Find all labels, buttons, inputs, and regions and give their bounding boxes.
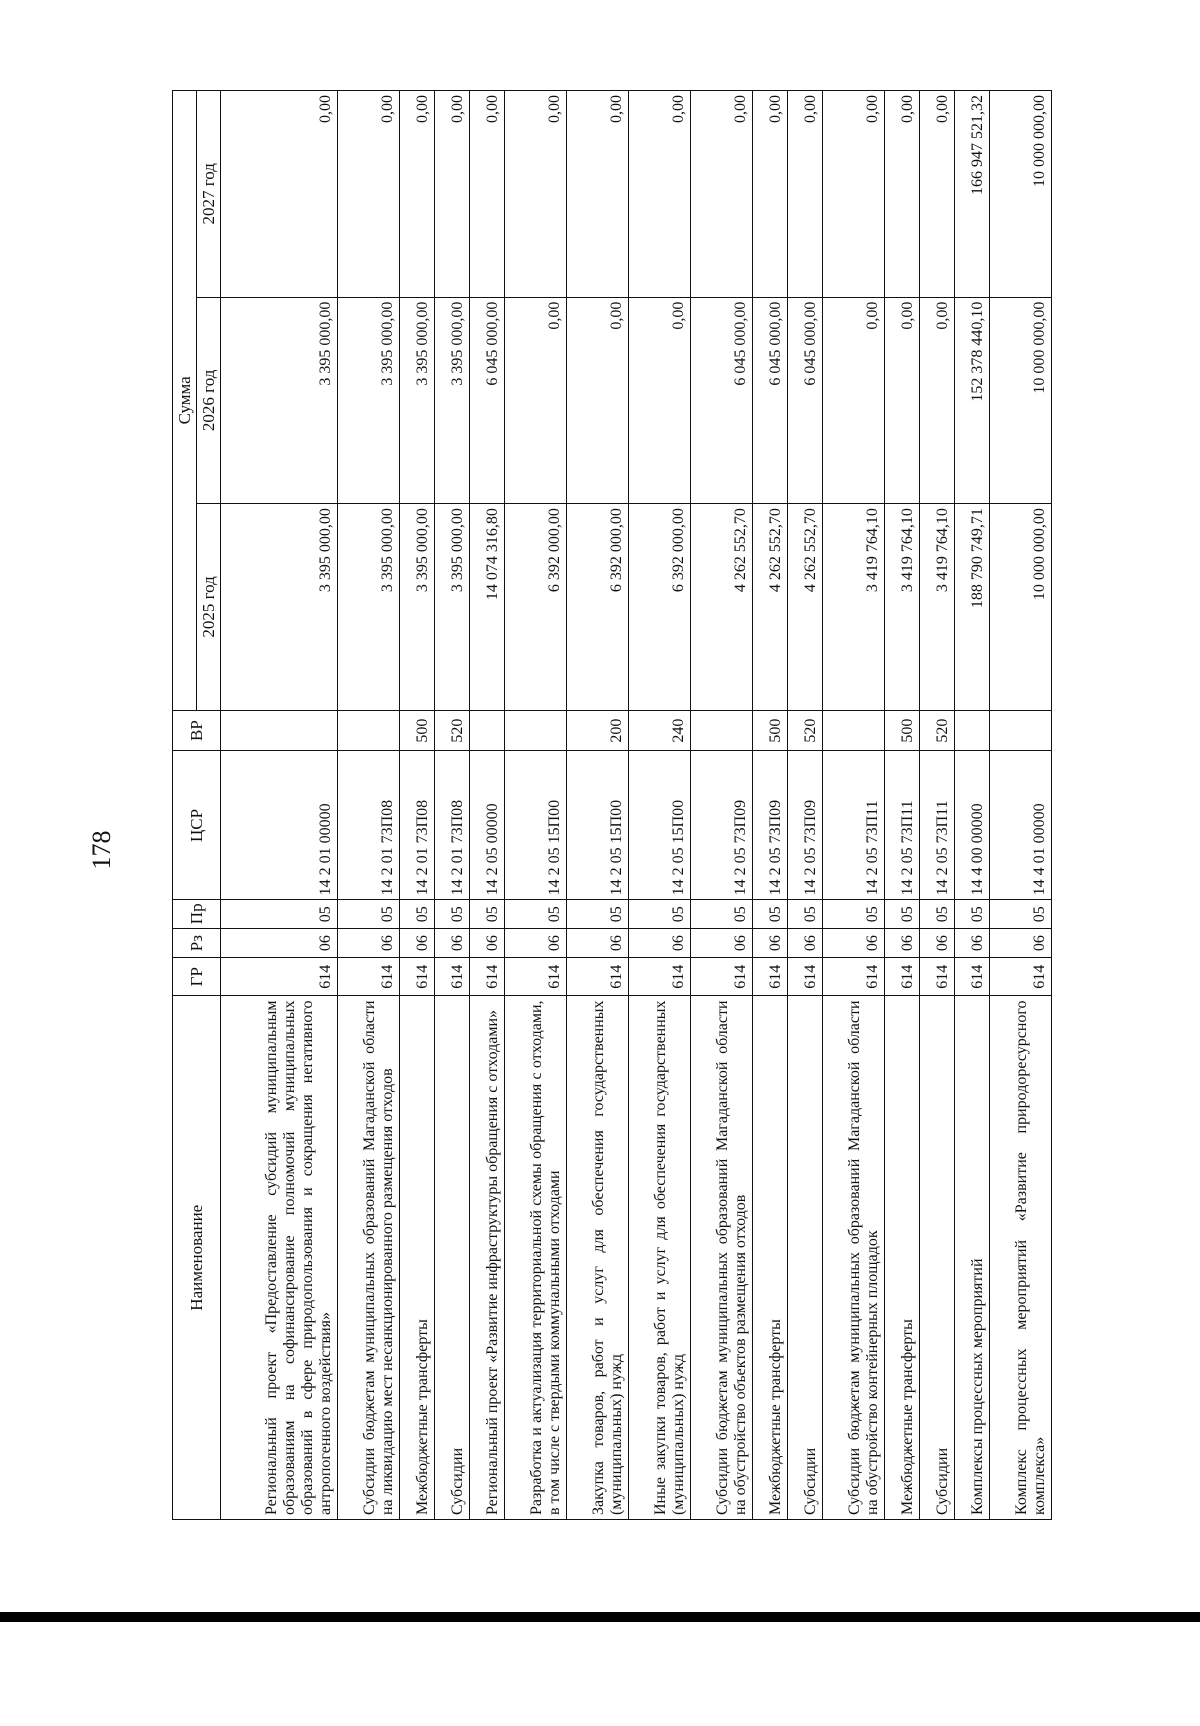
table-row [822,91,884,1520]
row-vr [504,710,566,751]
row-rz: 06 [469,929,504,958]
row-rz: 06 [399,929,434,958]
row-name: Субсидии бюджетам муниципальных образований Магаданской области на ликвидацию мест несанкционированного размещения отходов [337,996,399,1520]
row-csr: 14 2 05 15П00 [504,751,566,900]
row-vr [989,710,1051,751]
row-rz: 06 [788,929,823,958]
row-vr [469,710,504,751]
header-csr: ЦСР [173,751,221,900]
row-2025: 3 419 764,10 [822,504,884,711]
row-gr: 614 [628,958,690,996]
row-gr: 614 [566,958,628,996]
row-gr: 614 [469,958,504,996]
row-2026: 3 395 000,00 [337,297,399,504]
table-row [919,91,954,1520]
table-row [954,91,989,1520]
row-vr [337,710,399,751]
row-2025: 14 074 316,80 [469,504,504,711]
row-csr: 14 2 01 00000 [221,751,338,900]
row-csr: 14 2 05 73П09 [753,751,788,900]
row-name: Комплексы процессных мероприятий [954,996,989,1520]
row-2026: 3 395 000,00 [399,297,434,504]
row-2027: 0,00 [788,91,823,298]
row-2027: 0,00 [399,91,434,298]
row-pr: 05 [469,900,504,929]
row-name: Межбюджетные трансферты [399,996,434,1520]
row-rz: 06 [504,929,566,958]
table-row [434,91,469,1520]
row-2026: 6 045 000,00 [691,297,753,504]
row-vr: 520 [788,710,823,751]
row-csr: 14 2 01 73П08 [337,751,399,900]
row-pr: 05 [919,900,954,929]
row-2025: 4 262 552,70 [753,504,788,711]
row-csr: 14 2 05 15П00 [566,751,628,900]
row-pr: 05 [822,900,884,929]
row-pr: 05 [788,900,823,929]
row-2027: 0,00 [434,91,469,298]
row-csr: 14 2 01 73П08 [399,751,434,900]
row-rz: 06 [989,929,1051,958]
row-gr: 614 [504,958,566,996]
header-sum: Сумма [173,91,197,711]
table-row [628,91,690,1520]
row-name: Межбюджетные трансферты [885,996,920,1520]
table-row [566,91,628,1520]
row-rz: 06 [919,929,954,958]
row-pr: 05 [399,900,434,929]
row-gr: 614 [788,958,823,996]
row-2027: 0,00 [691,91,753,298]
header-2027: 2027 год [197,91,221,298]
row-2027: 0,00 [885,91,920,298]
row-gr: 614 [399,958,434,996]
rotated-table-container [172,90,1052,1520]
row-pr: 05 [566,900,628,929]
row-pr: 05 [504,900,566,929]
row-2026: 152 378 440,10 [954,297,989,504]
row-2027: 0,00 [628,91,690,298]
row-2026: 3 395 000,00 [221,297,338,504]
row-csr: 14 4 01 00000 [989,751,1051,900]
row-pr: 05 [221,900,338,929]
row-2025: 6 392 000,00 [628,504,690,711]
row-pr: 05 [628,900,690,929]
row-2026: 3 395 000,00 [434,297,469,504]
table-row [989,91,1051,1520]
row-vr: 500 [399,710,434,751]
row-2025: 6 392 000,00 [504,504,566,711]
table-row [221,91,338,1520]
row-name: Субсидии [788,996,823,1520]
row-csr: 14 2 05 73П09 [788,751,823,900]
row-vr [221,710,338,751]
row-gr: 614 [919,958,954,996]
row-2025: 3 395 000,00 [221,504,338,711]
row-2027: 0,00 [822,91,884,298]
row-csr: 14 2 05 15П00 [628,751,690,900]
row-rz: 06 [434,929,469,958]
row-gr: 614 [337,958,399,996]
row-2027: 0,00 [469,91,504,298]
row-rz: 06 [566,929,628,958]
row-2027: 0,00 [919,91,954,298]
table-row [885,91,920,1520]
row-vr [691,710,753,751]
row-vr: 520 [434,710,469,751]
row-csr: 14 2 05 73П11 [919,751,954,900]
row-rz: 06 [753,929,788,958]
row-2026: 6 045 000,00 [788,297,823,504]
header-2025: 2025 год [197,504,221,711]
row-pr: 05 [954,900,989,929]
row-csr: 14 2 05 00000 [469,751,504,900]
row-name: Закупка товаров, работ и услуг для обеспечения государственных (муниципальных) нужд [566,996,628,1520]
row-gr: 614 [822,958,884,996]
row-vr: 240 [628,710,690,751]
row-csr: 14 2 01 73П08 [434,751,469,900]
budget-table [172,90,1052,1520]
row-2026: 0,00 [885,297,920,504]
row-pr: 05 [753,900,788,929]
row-2025: 3 419 764,10 [919,504,954,711]
row-2027: 10 000 000,00 [989,91,1051,298]
row-rz: 06 [822,929,884,958]
row-2027: 0,00 [221,91,338,298]
header-name: Наименование [173,996,221,1520]
row-rz: 06 [628,929,690,958]
row-2026: 6 045 000,00 [469,297,504,504]
row-pr: 05 [989,900,1051,929]
row-2026: 0,00 [566,297,628,504]
header-rz: Рз [173,929,221,958]
row-vr: 500 [885,710,920,751]
table-row [399,91,434,1520]
row-2026: 10 000 000,00 [989,297,1051,504]
row-gr: 614 [434,958,469,996]
header-2026: 2026 год [197,297,221,504]
table-row [691,91,753,1520]
row-2027: 0,00 [566,91,628,298]
table-row [337,91,399,1520]
row-2026: 0,00 [919,297,954,504]
row-2025: 3 419 764,10 [885,504,920,711]
row-2026: 6 045 000,00 [753,297,788,504]
row-gr: 614 [885,958,920,996]
row-name: Межбюджетные трансферты [753,996,788,1520]
row-csr: 14 4 00 00000 [954,751,989,900]
row-2025: 4 262 552,70 [691,504,753,711]
row-2027: 0,00 [504,91,566,298]
row-2026: 0,00 [504,297,566,504]
row-2025: 3 395 000,00 [399,504,434,711]
table-row [788,91,823,1520]
row-2025: 6 392 000,00 [566,504,628,711]
row-2025: 4 262 552,70 [788,504,823,711]
page-number: 178 [87,830,116,870]
row-rz: 06 [337,929,399,958]
row-rz: 06 [221,929,338,958]
row-pr: 05 [885,900,920,929]
row-2025: 10 000 000,00 [989,504,1051,711]
row-name: Разработка и актуализация территориальной схемы обращения с отходами, в том числе с твердыми коммунальными отходами [504,996,566,1520]
row-vr: 200 [566,710,628,751]
row-name: Субсидии [434,996,469,1520]
table-row [753,91,788,1520]
header-vr: ВР [173,710,221,751]
row-vr [954,710,989,751]
row-pr: 05 [337,900,399,929]
row-csr: 14 2 05 73П11 [885,751,920,900]
row-2027: 0,00 [337,91,399,298]
row-csr: 14 2 05 73П09 [691,751,753,900]
row-2027: 166 947 521,32 [954,91,989,298]
row-pr: 05 [691,900,753,929]
row-gr: 614 [221,958,338,996]
row-name: Региональный проект «Развитие инфраструктуры обращения с отходами» [469,996,504,1520]
row-name: Субсидии бюджетам муниципальных образований Магаданской области на обустройство объектов размещения отходов [691,996,753,1520]
row-pr: 05 [434,900,469,929]
row-name: Региональный проект «Предоставление субсидий муниципальным образованиям на софинансирование полномочий муниципальных образований в сфере природопользования и сокращения негативного антропогенного воздействия» [221,996,338,1520]
row-gr: 614 [753,958,788,996]
row-vr: 500 [753,710,788,751]
row-rz: 06 [885,929,920,958]
row-2026: 0,00 [822,297,884,504]
row-2027: 0,00 [753,91,788,298]
row-rz: 06 [954,929,989,958]
header-pr: Пр [173,900,221,929]
row-2025: 3 395 000,00 [434,504,469,711]
scan-edge-bar [0,1612,1200,1622]
row-gr: 614 [989,958,1051,996]
row-name: Иные закупки товаров, работ и услуг для обеспечения государственных (муниципальных) нужд [628,996,690,1520]
row-csr: 14 2 05 73П11 [822,751,884,900]
table-row [469,91,504,1520]
row-name: Комплекс процессных мероприятий «Развитие природоресурсного комплекса» [989,996,1051,1520]
table-row [504,91,566,1520]
row-2025: 3 395 000,00 [337,504,399,711]
row-name: Субсидии бюджетам муниципальных образований Магаданской области на обустройство контейнерных площадок [822,996,884,1520]
row-vr [822,710,884,751]
row-2026: 0,00 [628,297,690,504]
row-2025: 188 790 749,71 [954,504,989,711]
header-gr: ГР [173,958,221,996]
row-rz: 06 [691,929,753,958]
row-gr: 614 [954,958,989,996]
row-vr: 520 [919,710,954,751]
row-name: Субсидии [919,996,954,1520]
table-header-row [173,91,197,1520]
row-gr: 614 [691,958,753,996]
